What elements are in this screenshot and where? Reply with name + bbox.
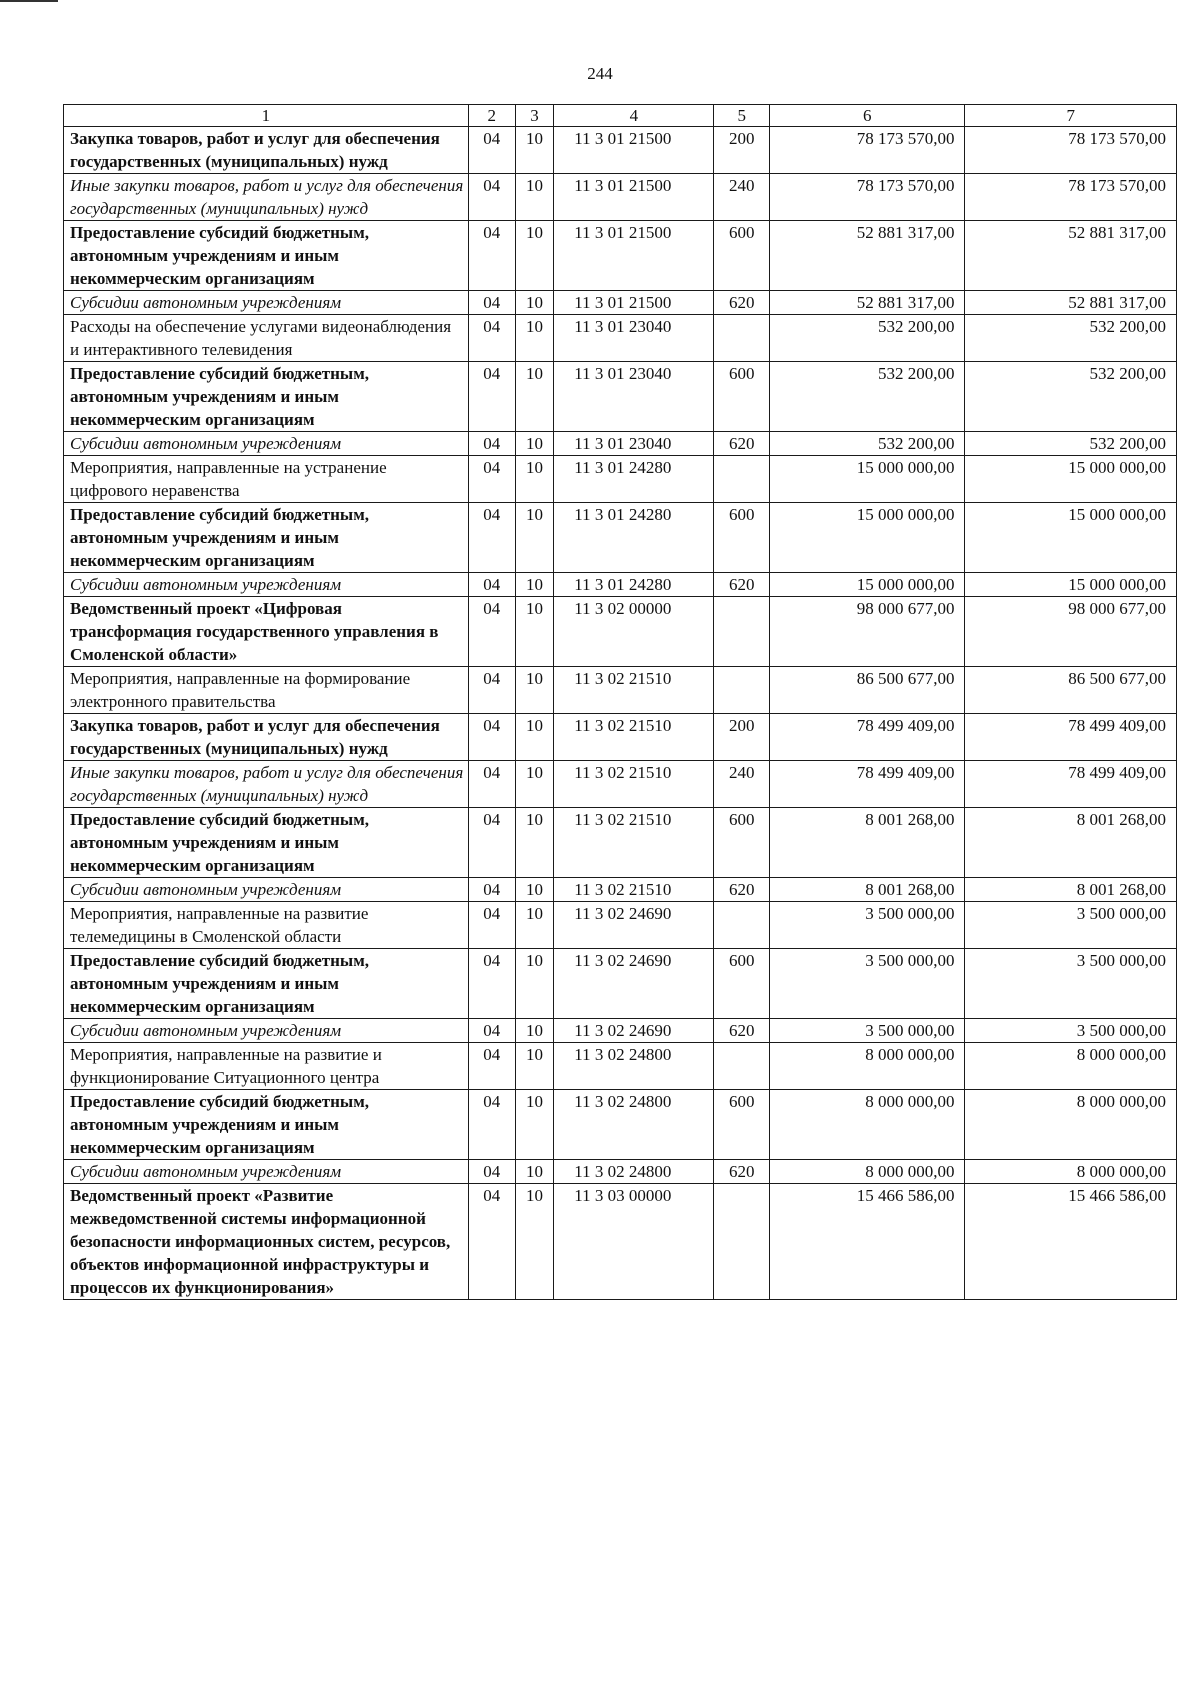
cell-name: Субсидии автономным учреждениям bbox=[64, 291, 469, 315]
table-row bbox=[64, 597, 1177, 667]
table-row bbox=[64, 362, 1177, 432]
table-row bbox=[64, 878, 1177, 902]
cell-amount-2: 8 001 268,00 bbox=[965, 808, 1177, 878]
table-row bbox=[64, 315, 1177, 362]
cell-expense-type: 600 bbox=[714, 221, 770, 291]
cell-subsection: 10 bbox=[515, 808, 553, 878]
cell-subsection: 10 bbox=[515, 1160, 553, 1184]
cell-amount-1: 3 500 000,00 bbox=[769, 949, 964, 1019]
cell-expense-type bbox=[714, 1043, 770, 1090]
header-col-1: 1 bbox=[64, 105, 469, 127]
table-row bbox=[64, 808, 1177, 878]
cell-amount-2: 98 000 677,00 bbox=[965, 597, 1177, 667]
cell-amount-2: 15 000 000,00 bbox=[965, 456, 1177, 503]
cell-amount-1: 52 881 317,00 bbox=[769, 291, 964, 315]
cell-section: 04 bbox=[468, 714, 515, 761]
cell-name: Мероприятия, направленные на развитие телемедицины в Смоленской области bbox=[64, 902, 469, 949]
cell-expense-type: 620 bbox=[714, 1160, 770, 1184]
cell-expense-type bbox=[714, 1184, 770, 1300]
cell-subsection: 10 bbox=[515, 573, 553, 597]
cell-expense-type: 200 bbox=[714, 714, 770, 761]
cell-amount-1: 52 881 317,00 bbox=[769, 221, 964, 291]
cell-expense-type bbox=[714, 597, 770, 667]
cell-target-code: 11 3 01 21500 bbox=[554, 221, 714, 291]
cell-name: Предоставление субсидий бюджетным, автономным учреждениям и иным некоммерческим организациям bbox=[64, 362, 469, 432]
cell-section: 04 bbox=[468, 1019, 515, 1043]
cell-amount-2: 8 000 000,00 bbox=[965, 1160, 1177, 1184]
cell-section: 04 bbox=[468, 761, 515, 808]
header-col-4: 4 bbox=[554, 105, 714, 127]
header-row bbox=[64, 105, 1177, 127]
budget-table bbox=[63, 104, 1177, 1300]
cell-amount-1: 15 000 000,00 bbox=[769, 503, 964, 573]
cell-amount-1: 8 001 268,00 bbox=[769, 878, 964, 902]
cell-amount-1: 15 000 000,00 bbox=[769, 573, 964, 597]
cell-amount-2: 3 500 000,00 bbox=[965, 949, 1177, 1019]
header-col-6: 6 bbox=[769, 105, 964, 127]
table-row bbox=[64, 221, 1177, 291]
table-row bbox=[64, 127, 1177, 174]
cell-subsection: 10 bbox=[515, 949, 553, 1019]
cell-expense-type bbox=[714, 456, 770, 503]
cell-amount-1: 3 500 000,00 bbox=[769, 902, 964, 949]
cell-expense-type: 600 bbox=[714, 503, 770, 573]
cell-amount-1: 532 200,00 bbox=[769, 432, 964, 456]
cell-section: 04 bbox=[468, 878, 515, 902]
cell-section: 04 bbox=[468, 174, 515, 221]
cell-amount-2: 78 173 570,00 bbox=[965, 127, 1177, 174]
cell-name: Субсидии автономным учреждениям bbox=[64, 1160, 469, 1184]
cell-expense-type: 620 bbox=[714, 1019, 770, 1043]
header-col-5: 5 bbox=[714, 105, 770, 127]
cell-target-code: 11 3 01 21500 bbox=[554, 174, 714, 221]
cell-name: Субсидии автономным учреждениям bbox=[64, 432, 469, 456]
cell-subsection: 10 bbox=[515, 221, 553, 291]
cell-amount-1: 15 466 586,00 bbox=[769, 1184, 964, 1300]
cell-target-code: 11 3 02 24800 bbox=[554, 1043, 714, 1090]
cell-name: Расходы на обеспечение услугами видеонаблюдения и интерактивного телевидения bbox=[64, 315, 469, 362]
cell-target-code: 11 3 02 21510 bbox=[554, 808, 714, 878]
cell-name: Иные закупки товаров, работ и услуг для обеспечения государственных (муниципальных) нужд bbox=[64, 174, 469, 221]
cell-name: Иные закупки товаров, работ и услуг для обеспечения государственных (муниципальных) нужд bbox=[64, 761, 469, 808]
cell-section: 04 bbox=[468, 808, 515, 878]
cell-amount-1: 78 499 409,00 bbox=[769, 714, 964, 761]
header-col-2: 2 bbox=[468, 105, 515, 127]
cell-expense-type: 620 bbox=[714, 878, 770, 902]
cell-amount-2: 86 500 677,00 bbox=[965, 667, 1177, 714]
cell-target-code: 11 3 01 21500 bbox=[554, 291, 714, 315]
cell-amount-1: 78 499 409,00 bbox=[769, 761, 964, 808]
table-row bbox=[64, 174, 1177, 221]
cell-name: Закупка товаров, работ и услуг для обеспечения государственных (муниципальных) нужд bbox=[64, 127, 469, 174]
cell-target-code: 11 3 02 21510 bbox=[554, 714, 714, 761]
cell-section: 04 bbox=[468, 291, 515, 315]
cell-amount-2: 3 500 000,00 bbox=[965, 902, 1177, 949]
table-row bbox=[64, 1043, 1177, 1090]
cell-subsection: 10 bbox=[515, 667, 553, 714]
cell-target-code: 11 3 02 21510 bbox=[554, 761, 714, 808]
cell-section: 04 bbox=[468, 1090, 515, 1160]
cell-amount-2: 532 200,00 bbox=[965, 362, 1177, 432]
cell-name: Предоставление субсидий бюджетным, автономным учреждениям и иным некоммерческим организациям bbox=[64, 503, 469, 573]
cell-amount-2: 15 466 586,00 bbox=[965, 1184, 1177, 1300]
cell-expense-type: 240 bbox=[714, 174, 770, 221]
cell-section: 04 bbox=[468, 949, 515, 1019]
cell-target-code: 11 3 02 24800 bbox=[554, 1090, 714, 1160]
cell-amount-2: 8 000 000,00 bbox=[965, 1090, 1177, 1160]
table-row bbox=[64, 902, 1177, 949]
cell-name: Мероприятия, направленные на развитие и функционирование Ситуационного центра bbox=[64, 1043, 469, 1090]
scan-edge-mark bbox=[0, 0, 58, 2]
cell-expense-type bbox=[714, 667, 770, 714]
cell-expense-type: 600 bbox=[714, 949, 770, 1019]
cell-name: Ведомственный проект «Развитие межведомственной системы информационной безопасности информационных систем, ресурсов, объектов информационной инфраструктуры и процессов их функционирования» bbox=[64, 1184, 469, 1300]
cell-subsection: 10 bbox=[515, 1184, 553, 1300]
cell-amount-2: 15 000 000,00 bbox=[965, 503, 1177, 573]
cell-section: 04 bbox=[468, 432, 515, 456]
cell-target-code: 11 3 02 21510 bbox=[554, 667, 714, 714]
table-body bbox=[64, 127, 1177, 1300]
cell-expense-type: 200 bbox=[714, 127, 770, 174]
cell-amount-2: 52 881 317,00 bbox=[965, 221, 1177, 291]
cell-subsection: 10 bbox=[515, 1043, 553, 1090]
cell-expense-type: 620 bbox=[714, 573, 770, 597]
cell-subsection: 10 bbox=[515, 902, 553, 949]
cell-name: Субсидии автономным учреждениям bbox=[64, 573, 469, 597]
cell-amount-1: 8 000 000,00 bbox=[769, 1043, 964, 1090]
cell-amount-1: 532 200,00 bbox=[769, 362, 964, 432]
cell-target-code: 11 3 02 00000 bbox=[554, 597, 714, 667]
cell-amount-1: 8 000 000,00 bbox=[769, 1160, 964, 1184]
table-row bbox=[64, 1184, 1177, 1300]
table-row bbox=[64, 573, 1177, 597]
cell-amount-1: 98 000 677,00 bbox=[769, 597, 964, 667]
header-col-7: 7 bbox=[965, 105, 1177, 127]
cell-amount-2: 532 200,00 bbox=[965, 432, 1177, 456]
cell-expense-type: 620 bbox=[714, 291, 770, 315]
cell-section: 04 bbox=[468, 503, 515, 573]
cell-amount-1: 8 000 000,00 bbox=[769, 1090, 964, 1160]
cell-section: 04 bbox=[468, 1043, 515, 1090]
cell-subsection: 10 bbox=[515, 878, 553, 902]
table-row bbox=[64, 1019, 1177, 1043]
cell-section: 04 bbox=[468, 597, 515, 667]
cell-subsection: 10 bbox=[515, 1090, 553, 1160]
cell-target-code: 11 3 01 23040 bbox=[554, 362, 714, 432]
cell-section: 04 bbox=[468, 221, 515, 291]
table-row bbox=[64, 761, 1177, 808]
cell-amount-1: 532 200,00 bbox=[769, 315, 964, 362]
cell-amount-2: 8 001 268,00 bbox=[965, 878, 1177, 902]
cell-target-code: 11 3 01 23040 bbox=[554, 432, 714, 456]
cell-expense-type: 620 bbox=[714, 432, 770, 456]
table-row bbox=[64, 1090, 1177, 1160]
cell-target-code: 11 3 02 24690 bbox=[554, 902, 714, 949]
cell-amount-1: 78 173 570,00 bbox=[769, 174, 964, 221]
page-number: 244 bbox=[587, 64, 613, 83]
cell-name: Субсидии автономным учреждениям bbox=[64, 878, 469, 902]
cell-target-code: 11 3 01 24280 bbox=[554, 456, 714, 503]
cell-subsection: 10 bbox=[515, 714, 553, 761]
cell-section: 04 bbox=[468, 667, 515, 714]
cell-name: Предоставление субсидий бюджетным, автономным учреждениям и иным некоммерческим организациям bbox=[64, 949, 469, 1019]
cell-name: Субсидии автономным учреждениям bbox=[64, 1019, 469, 1043]
cell-amount-2: 532 200,00 bbox=[965, 315, 1177, 362]
cell-amount-1: 86 500 677,00 bbox=[769, 667, 964, 714]
cell-amount-1: 78 173 570,00 bbox=[769, 127, 964, 174]
cell-subsection: 10 bbox=[515, 761, 553, 808]
cell-target-code: 11 3 03 00000 bbox=[554, 1184, 714, 1300]
cell-section: 04 bbox=[468, 1160, 515, 1184]
cell-subsection: 10 bbox=[515, 362, 553, 432]
cell-target-code: 11 3 02 21510 bbox=[554, 878, 714, 902]
cell-subsection: 10 bbox=[515, 1019, 553, 1043]
cell-expense-type: 240 bbox=[714, 761, 770, 808]
table-row bbox=[64, 667, 1177, 714]
cell-section: 04 bbox=[468, 902, 515, 949]
cell-target-code: 11 3 02 24690 bbox=[554, 1019, 714, 1043]
cell-name: Мероприятия, направленные на устранение цифрового неравенства bbox=[64, 456, 469, 503]
cell-target-code: 11 3 02 24800 bbox=[554, 1160, 714, 1184]
cell-subsection: 10 bbox=[515, 432, 553, 456]
cell-subsection: 10 bbox=[515, 456, 553, 503]
cell-subsection: 10 bbox=[515, 291, 553, 315]
cell-amount-2: 3 500 000,00 bbox=[965, 1019, 1177, 1043]
cell-amount-1: 8 001 268,00 bbox=[769, 808, 964, 878]
cell-expense-type: 600 bbox=[714, 1090, 770, 1160]
cell-name: Предоставление субсидий бюджетным, автономным учреждениям и иным некоммерческим организациям bbox=[64, 808, 469, 878]
cell-amount-1: 3 500 000,00 bbox=[769, 1019, 964, 1043]
table-row bbox=[64, 1160, 1177, 1184]
cell-subsection: 10 bbox=[515, 174, 553, 221]
table-row bbox=[64, 503, 1177, 573]
cell-section: 04 bbox=[468, 573, 515, 597]
table-row bbox=[64, 714, 1177, 761]
cell-name: Ведомственный проект «Цифровая трансформация государственного управления в Смоленской области» bbox=[64, 597, 469, 667]
cell-amount-2: 78 499 409,00 bbox=[965, 714, 1177, 761]
cell-section: 04 bbox=[468, 315, 515, 362]
cell-amount-2: 15 000 000,00 bbox=[965, 573, 1177, 597]
cell-target-code: 11 3 01 23040 bbox=[554, 315, 714, 362]
cell-name: Предоставление субсидий бюджетным, автономным учреждениям и иным некоммерческим организациям bbox=[64, 1090, 469, 1160]
cell-section: 04 bbox=[468, 1184, 515, 1300]
cell-subsection: 10 bbox=[515, 127, 553, 174]
cell-amount-2: 78 173 570,00 bbox=[965, 174, 1177, 221]
cell-subsection: 10 bbox=[515, 315, 553, 362]
table-row bbox=[64, 949, 1177, 1019]
cell-amount-2: 8 000 000,00 bbox=[965, 1043, 1177, 1090]
cell-target-code: 11 3 01 24280 bbox=[554, 503, 714, 573]
cell-amount-2: 52 881 317,00 bbox=[965, 291, 1177, 315]
cell-section: 04 bbox=[468, 456, 515, 503]
cell-section: 04 bbox=[468, 127, 515, 174]
cell-amount-2: 78 499 409,00 bbox=[965, 761, 1177, 808]
table-row bbox=[64, 291, 1177, 315]
table-header bbox=[64, 105, 1177, 127]
cell-expense-type bbox=[714, 902, 770, 949]
cell-target-code: 11 3 01 21500 bbox=[554, 127, 714, 174]
cell-name: Предоставление субсидий бюджетным, автономным учреждениям и иным некоммерческим организациям bbox=[64, 221, 469, 291]
cell-expense-type: 600 bbox=[714, 808, 770, 878]
cell-amount-1: 15 000 000,00 bbox=[769, 456, 964, 503]
cell-subsection: 10 bbox=[515, 503, 553, 573]
table-row bbox=[64, 432, 1177, 456]
table-row bbox=[64, 456, 1177, 503]
cell-expense-type bbox=[714, 315, 770, 362]
cell-name: Мероприятия, направленные на формирование электронного правительства bbox=[64, 667, 469, 714]
header-col-3: 3 bbox=[515, 105, 553, 127]
cell-expense-type: 600 bbox=[714, 362, 770, 432]
cell-subsection: 10 bbox=[515, 597, 553, 667]
cell-section: 04 bbox=[468, 362, 515, 432]
cell-name: Закупка товаров, работ и услуг для обеспечения государственных (муниципальных) нужд bbox=[64, 714, 469, 761]
cell-target-code: 11 3 01 24280 bbox=[554, 573, 714, 597]
cell-target-code: 11 3 02 24690 bbox=[554, 949, 714, 1019]
